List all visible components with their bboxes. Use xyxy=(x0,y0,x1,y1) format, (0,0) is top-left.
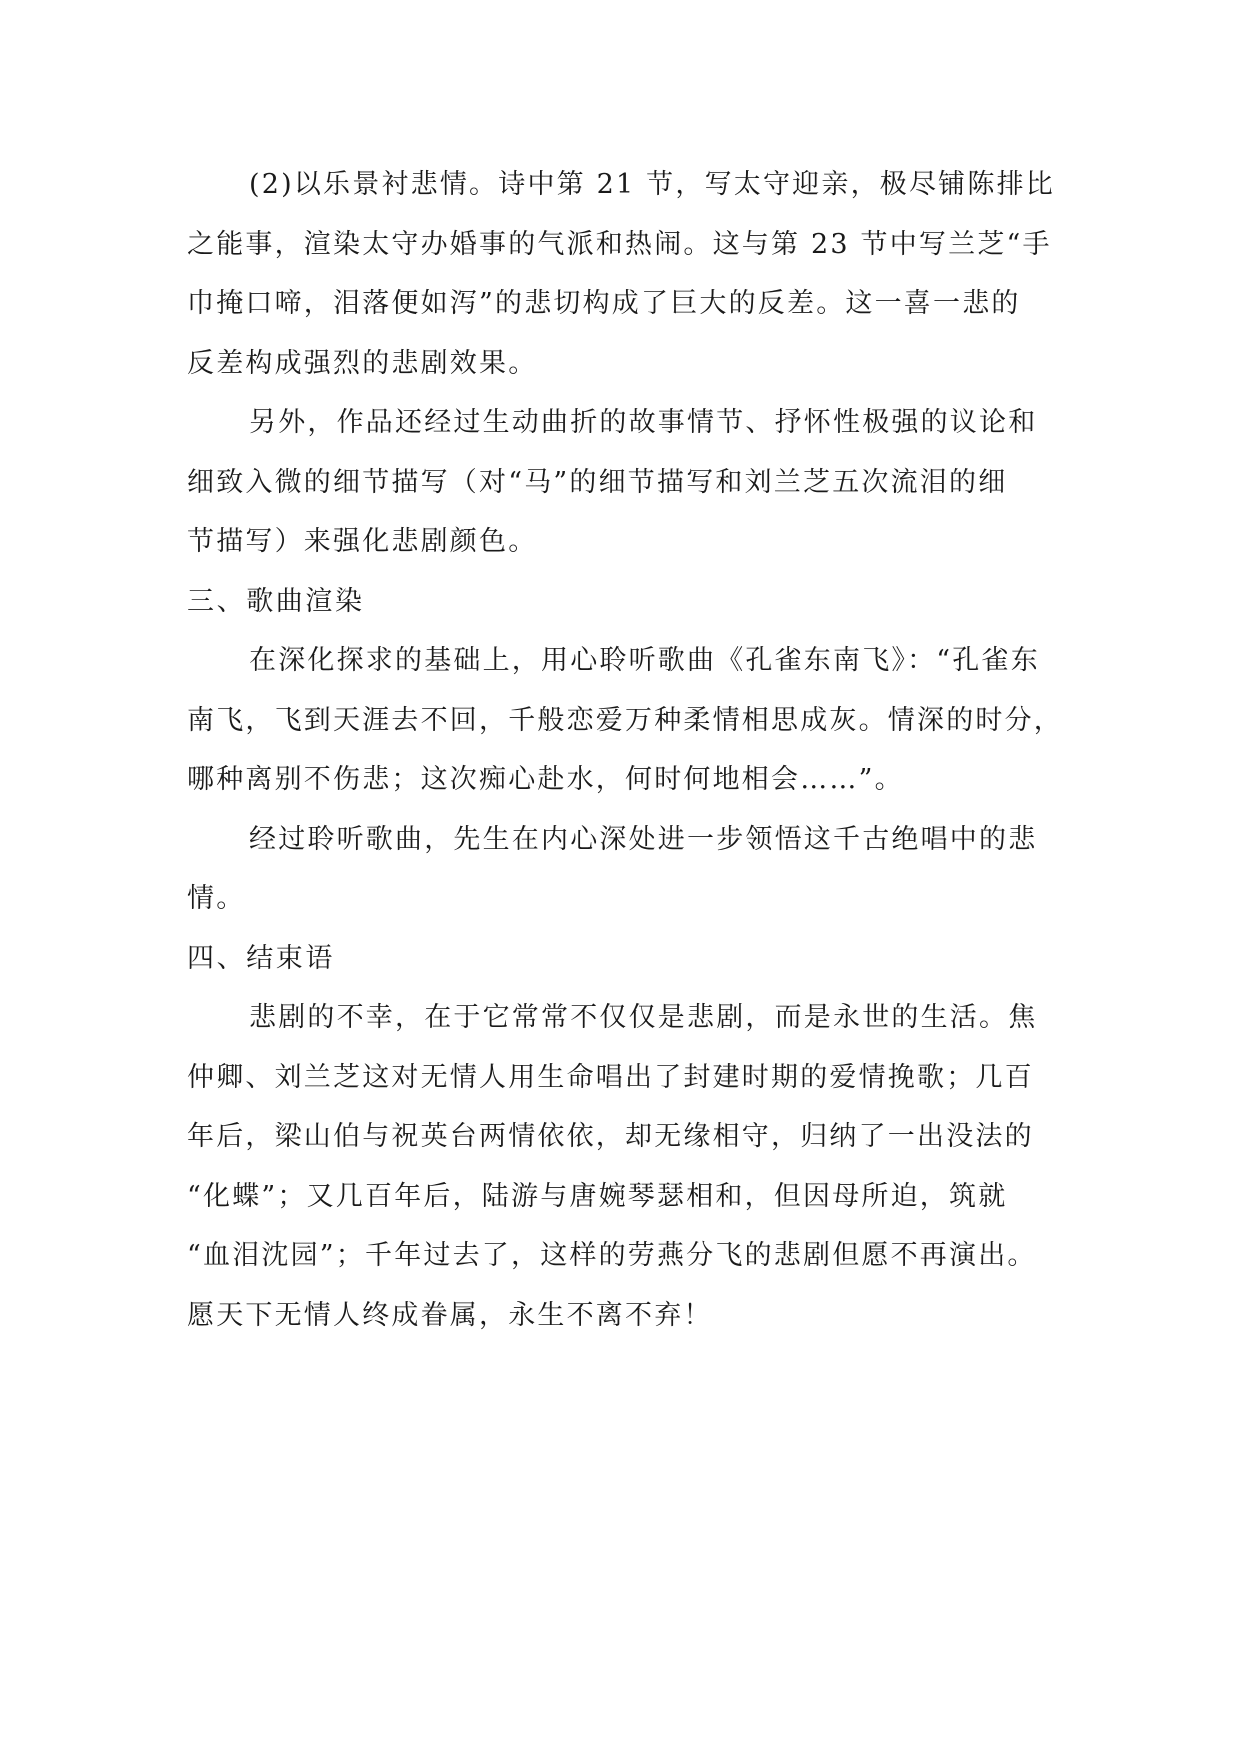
paragraph-line: 愿天下无情人终成眷属，永生不离不弃！ xyxy=(187,1299,713,1331)
section-heading: 四、结束语 xyxy=(187,942,335,974)
section-heading: 三、歌曲渲染 xyxy=(187,585,365,617)
paragraph-line: 情。 xyxy=(187,883,246,914)
paragraph-line: “化蝶”；又几百年后，陆游与唐婉琴瑟相和，但因母所迫，筑就 xyxy=(187,1180,1008,1212)
paragraph-line: 年后，梁山伯与祝英台两情依依，却无缘相守，归纳了一出没法的 xyxy=(187,1121,1034,1152)
paragraph-line: 悲剧的不幸，在于它常常不仅仅是悲剧，而是永世的生活。焦 xyxy=(249,1002,1038,1033)
paragraph-line: 仲卿、刘兰芝这对无情人用生命唱出了封建时期的爱情挽歌；几百 xyxy=(187,1061,1034,1093)
paragraph-line: 细致入微的细节描写（对“马”的细节描写和刘兰芝五次流泪的细 xyxy=(187,466,1008,498)
paragraph-line: 之能事，渲染太守办婚事的气派和热闹。这与第 23 节中写兰芝“手 xyxy=(187,228,1052,260)
paragraph-line: 巾掩口啼，泪落便如泻”的悲切构成了巨大的反差。这一喜一悲的 xyxy=(187,288,1021,319)
paragraph-line: 经过聆听歌曲，先生在内心深处进一步领悟这千古绝唱中的悲 xyxy=(249,823,1038,855)
paragraph-line: 另外，作品还经过生动曲折的故事情节、抒怀性极强的议论和 xyxy=(249,407,1038,438)
paragraph-line: 节描写）来强化悲剧颜色。 xyxy=(187,526,538,557)
paragraph-line: “血泪沈园”；千年过去了，这样的劳燕分飞的悲剧但愿不再演出。 xyxy=(187,1240,1037,1271)
document-body xyxy=(187,155,1067,1345)
paragraph-line: 在深化探求的基础上，用心聆听歌曲《孔雀东南飞》：“孔雀东 xyxy=(249,645,1040,676)
paragraph-line: 反差构成强烈的悲剧效果。 xyxy=(187,347,538,379)
paragraph-line: 哪种离别不伤悲；这次痴心赴水，何时何地相会……”。 xyxy=(187,764,904,795)
paragraph-line: 南飞，飞到天涯去不回，千般恋爱万种柔情相思成灰。情深的时分， xyxy=(187,704,1063,736)
paragraph-line: (2)以乐景衬悲情。诗中第 21 节，写太守迎亲，极尽铺陈排比 xyxy=(249,169,1055,200)
